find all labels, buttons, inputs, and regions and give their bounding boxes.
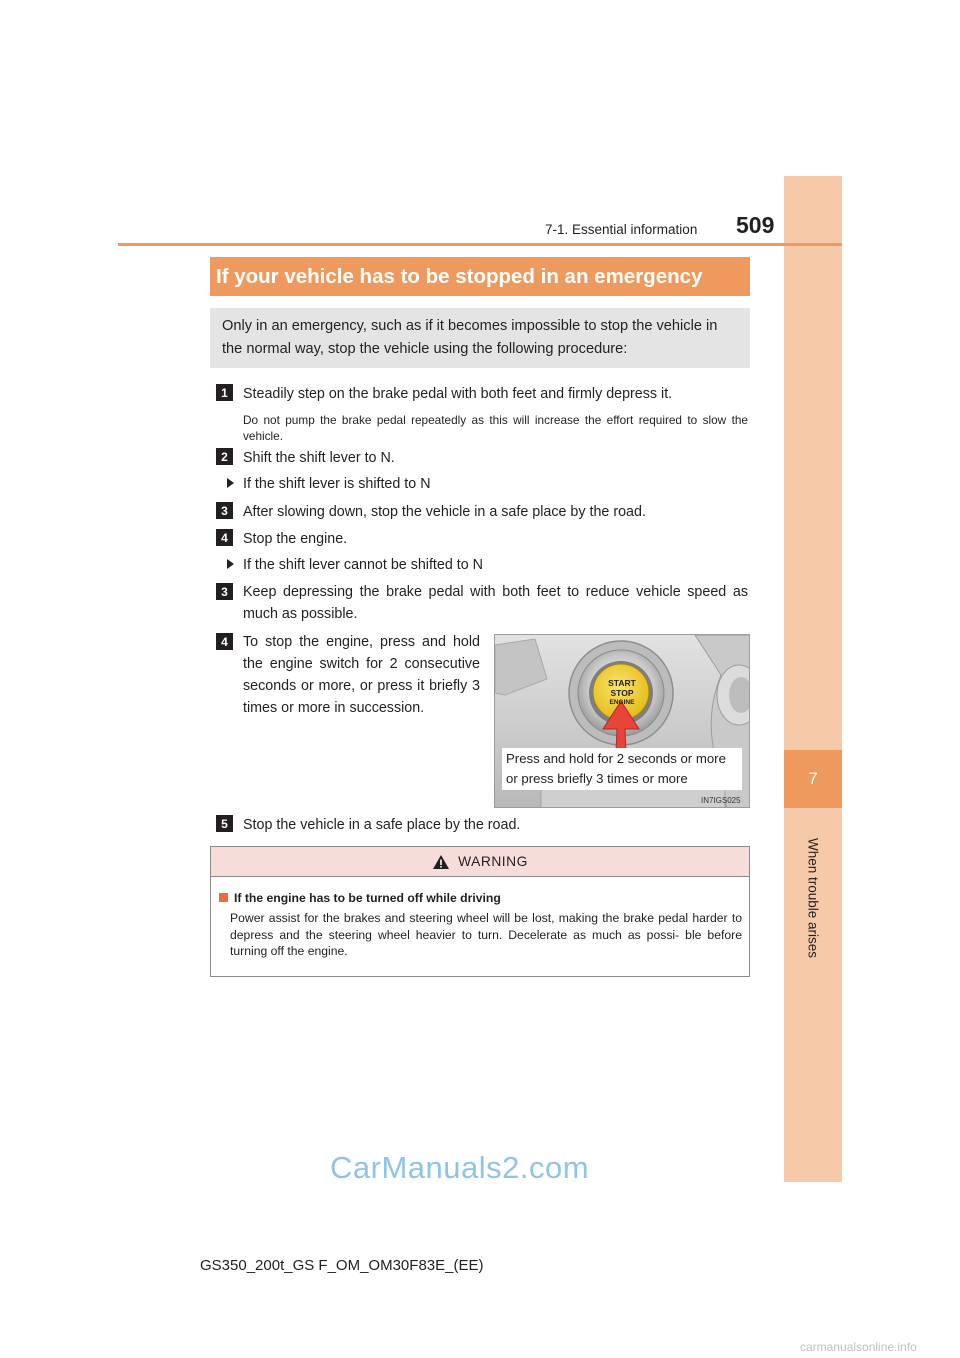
triangle-bullet-icon	[227, 559, 234, 569]
page-number: 509	[736, 212, 775, 238]
square-bullet-icon	[219, 893, 228, 902]
watermark-logo: CarManuals2.com	[330, 1150, 590, 1185]
header-rule	[118, 243, 842, 246]
section-title: If your vehicle has to be stopped in an emergency	[210, 257, 750, 296]
step-number-4: 4	[216, 529, 233, 546]
step-text-2: Shift the shift lever to N.	[243, 450, 395, 466]
warning-header	[211, 847, 749, 877]
illustration-code: IN7IGS025	[701, 796, 741, 805]
step-number-3-alt: 3	[216, 583, 233, 600]
warning-box	[210, 846, 750, 977]
subheading-shifted-to-n	[227, 474, 431, 494]
warning-body: Power assist for the brakes and steering wheel will be lost, making the brake pedal harder to depress and the steering wheel heavier to turn. Decelerate as much as possi- ble before turning off the engine.	[230, 911, 742, 958]
warning-triangle-icon	[432, 854, 450, 870]
step-number-2: 2	[216, 448, 233, 465]
warning-title-text: If the engine has to be turned off while driving	[234, 891, 501, 905]
callout-line-2: or press briefly 3 times or more	[506, 771, 688, 786]
illustration-callout	[502, 748, 742, 790]
document-footer: GS350_200t_GS F_OM_OM30F83E_(EE)	[200, 1257, 484, 1274]
warning-title	[219, 891, 501, 905]
callout-line-1: Press and hold for 2 seconds or more	[506, 751, 726, 766]
step-number-5: 5	[216, 815, 233, 832]
subheading-cannot-shift-to-n	[227, 555, 483, 575]
subheading-label: If the shift lever is shifted to N	[243, 476, 431, 492]
step-number-1: 1	[216, 384, 233, 401]
watermark-site: carmanualsonline.info	[800, 1340, 917, 1354]
step-text-4-alt: To stop the engine, press and hold the engine switch for 2 consecutive seconds or more, or press it briefly 3 times or more in succession.	[243, 634, 480, 716]
intro-text: Only in an emergency, such as if it becomes impossible to stop the vehicle in the normal way, stop the vehicle using the following procedure:	[210, 308, 750, 368]
chapter-title: When trouble arises	[805, 837, 821, 959]
chapter-number-tab: 7	[784, 750, 842, 808]
button-label-stop: STOP	[610, 687, 634, 698]
step-text-3-alt: Keep depressing the brake pedal with both feet to reduce vehicle speed as much as possible.	[243, 584, 748, 622]
engine-switch-button-label	[602, 679, 642, 708]
warning-label: WARNING	[458, 854, 528, 869]
step-text-5: Stop the vehicle in a safe place by the road.	[243, 817, 521, 833]
button-label-start: START	[608, 678, 636, 688]
step-number-4-alt: 4	[216, 633, 233, 650]
step-text-4: Stop the engine.	[243, 531, 348, 547]
chapter-side-strip	[784, 176, 842, 1182]
section-header: 7-1. Essential information	[545, 222, 698, 237]
subheading-label: If the shift lever cannot be shifted to N	[243, 557, 484, 573]
chapter-title-vertical	[784, 818, 842, 978]
step-number-3: 3	[216, 502, 233, 519]
step-1-note: Do not pump the brake pedal repeatedly as this will increase the effort required to slow the vehicle.	[243, 413, 748, 443]
triangle-bullet-icon	[227, 478, 234, 488]
button-label-engine: ENGINE	[609, 699, 635, 706]
step-text-1: Steadily step on the brake pedal with both feet and firmly depress it.	[243, 386, 673, 402]
step-text-3: After slowing down, stop the vehicle in a safe place by the road.	[243, 504, 646, 520]
